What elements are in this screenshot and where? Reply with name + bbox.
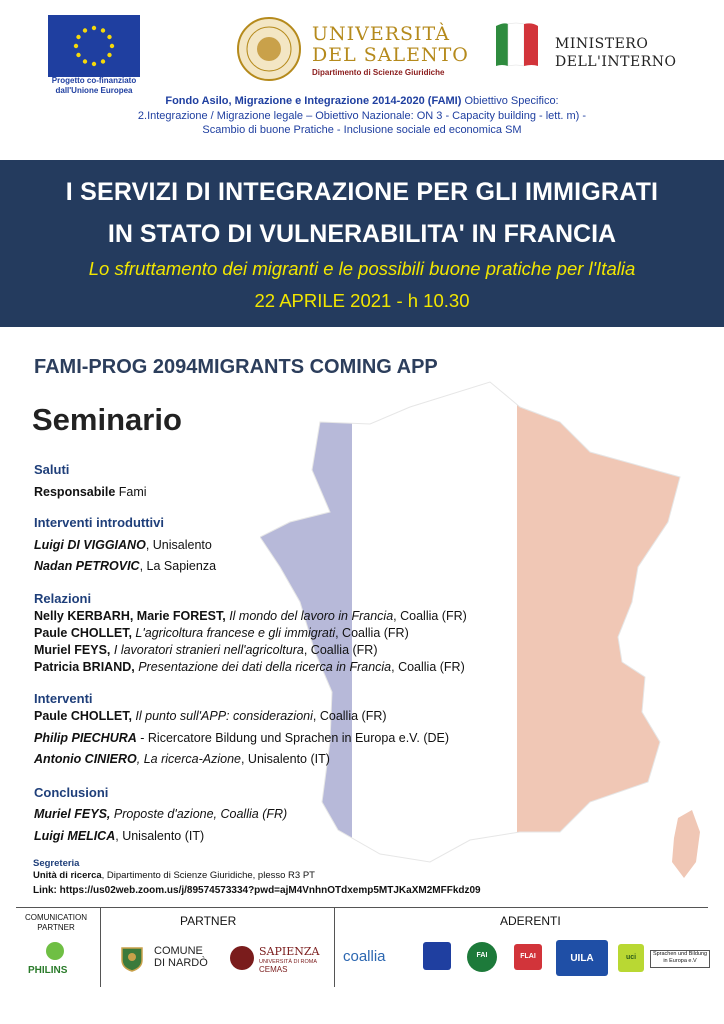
project-title: FAMI-PROG 2094MIGRANTS COMING APP [34, 356, 438, 378]
footer-separator-2 [334, 907, 335, 987]
footer-divider [16, 907, 708, 908]
intervento-1: Paule CHOLLET, Il punto sull'APP: considerazioni, Coallia (FR) [34, 709, 387, 723]
secretariat-unit: Unità di ricerca, Dipartimento di Scienze Giuridiche, plesso R3 PT [33, 870, 315, 881]
relazione-2: Paule CHOLLET, L'agricoltura francese e gli immigrati, Coallia (FR) [34, 626, 409, 640]
nardo-crest-icon [120, 944, 144, 972]
sapienza-subtitle: UNIVERSITÀ DI ROMA [259, 959, 318, 965]
ministry-name: MINISTERO DELL'INTERNO [555, 36, 677, 70]
section-interventi-introduttivi: Interventi introduttivi [34, 515, 164, 530]
nardo-logo-text: COMUNE DI NARDÒ [154, 945, 208, 969]
philins-logo-text: PHILINS [28, 965, 68, 976]
coallia-logo: coallia [343, 948, 386, 965]
philins-leaf-icon [46, 942, 64, 960]
sapienza-logo-text: SAPIENZA [259, 945, 320, 958]
partner-heading: PARTNER [180, 914, 237, 928]
saluti-line: Responsabile Fami [34, 485, 147, 499]
secretariat-heading: Segreteria [33, 858, 80, 869]
communication-partner-label: COMUNICATION PARTNER [24, 913, 88, 932]
footer-separator-1 [100, 907, 101, 987]
intro-speaker-1: Luigi DI VIGGIANO, Unisalento [34, 538, 212, 552]
intervento-3: Antonio CINIERO, La ricerca-Azione, Unisalento (IT) [34, 752, 330, 766]
sapienza-cemas: CEMAS [259, 965, 288, 974]
intervento-2: Philip PIECHURA - Ricercatore Bildung und Sprachen in Europa e.V. (DE) [34, 731, 450, 745]
sapienza-seal-icon [230, 946, 254, 970]
sprachen-bildung-logo: Sprachen und Bildung in Europa e.V [650, 950, 710, 968]
conclusione-1: Muriel FEYS, Proposte d'azione, Coallia (FR) [34, 807, 288, 821]
zoom-link[interactable]: Link: https://us02web.zoom.us/j/89574573334?pwd=ajM4VnhnOTdxemp5MTJKaXM2MFFkdz09 [33, 885, 481, 896]
eu-flag-logo [48, 15, 140, 77]
italian-flag-icon [492, 18, 540, 70]
university-department: Dipartimento di Scienze Giuridiche [312, 68, 445, 77]
uila-logo: UILA [556, 940, 608, 976]
intro-speaker-2: Nadan PETROVIC, La Sapienza [34, 559, 217, 573]
banner-date: 22 APRILE 2021 - h 10.30 [254, 290, 470, 311]
seminar-heading: Seminario [32, 402, 182, 437]
relazione-1: Nelly KERBARH, Marie FOREST, Il mondo del lavoro in Francia, Coallia (FR) [34, 609, 467, 623]
flai-logo: FLAI [514, 944, 542, 970]
section-relazioni: Relazioni [34, 591, 92, 606]
relazione-3: Muriel FEYS, I lavoratori stranieri nell'agricoltura, Coallia (FR) [34, 643, 378, 657]
banner-title-line1: I SERVIZI DI INTEGRAZIONE PER GLI IMMIGRATI [65, 178, 659, 206]
section-conclusioni: Conclusioni [34, 785, 109, 800]
section-saluti: Saluti [34, 462, 70, 477]
uci-logo: uci [618, 944, 644, 972]
aderenti-heading: ADERENTI [500, 914, 561, 928]
university-seal-icon [236, 16, 302, 82]
fami-description: Fondo Asilo, Migrazione e Integrazione 2014-2020 (FAMI) Obiettivo Specifico: 2.Integrazione / Migrazione legale – Obiettivo Nazionale: ON 3 - Capacity building - lett. m) - Scambio di buone Pratiche - Inclusione sociale ed economica SM [137, 95, 587, 136]
fai-logo: FAI [467, 942, 497, 972]
eu-caption: Progetto co-finanziato dall'Unione Europea [51, 76, 137, 95]
university-name: UNIVERSITÀ DEL SALENTO [312, 23, 469, 66]
relazione-4: Patricia BRIAND, Presentazione dei dati della ricerca in Francia, Coallia (FR) [34, 660, 465, 674]
conclusione-2: Luigi MELICA, Unisalento (IT) [34, 829, 205, 843]
acli-logo-icon [423, 942, 451, 970]
banner-title-line2: IN STATO DI VULNERABILITA' IN FRANCIA [107, 220, 617, 248]
banner-subtitle: Lo sfruttamento dei migranti e le possibili buone pratiche per l'Italia [88, 258, 636, 279]
section-interventi: Interventi [34, 691, 93, 706]
